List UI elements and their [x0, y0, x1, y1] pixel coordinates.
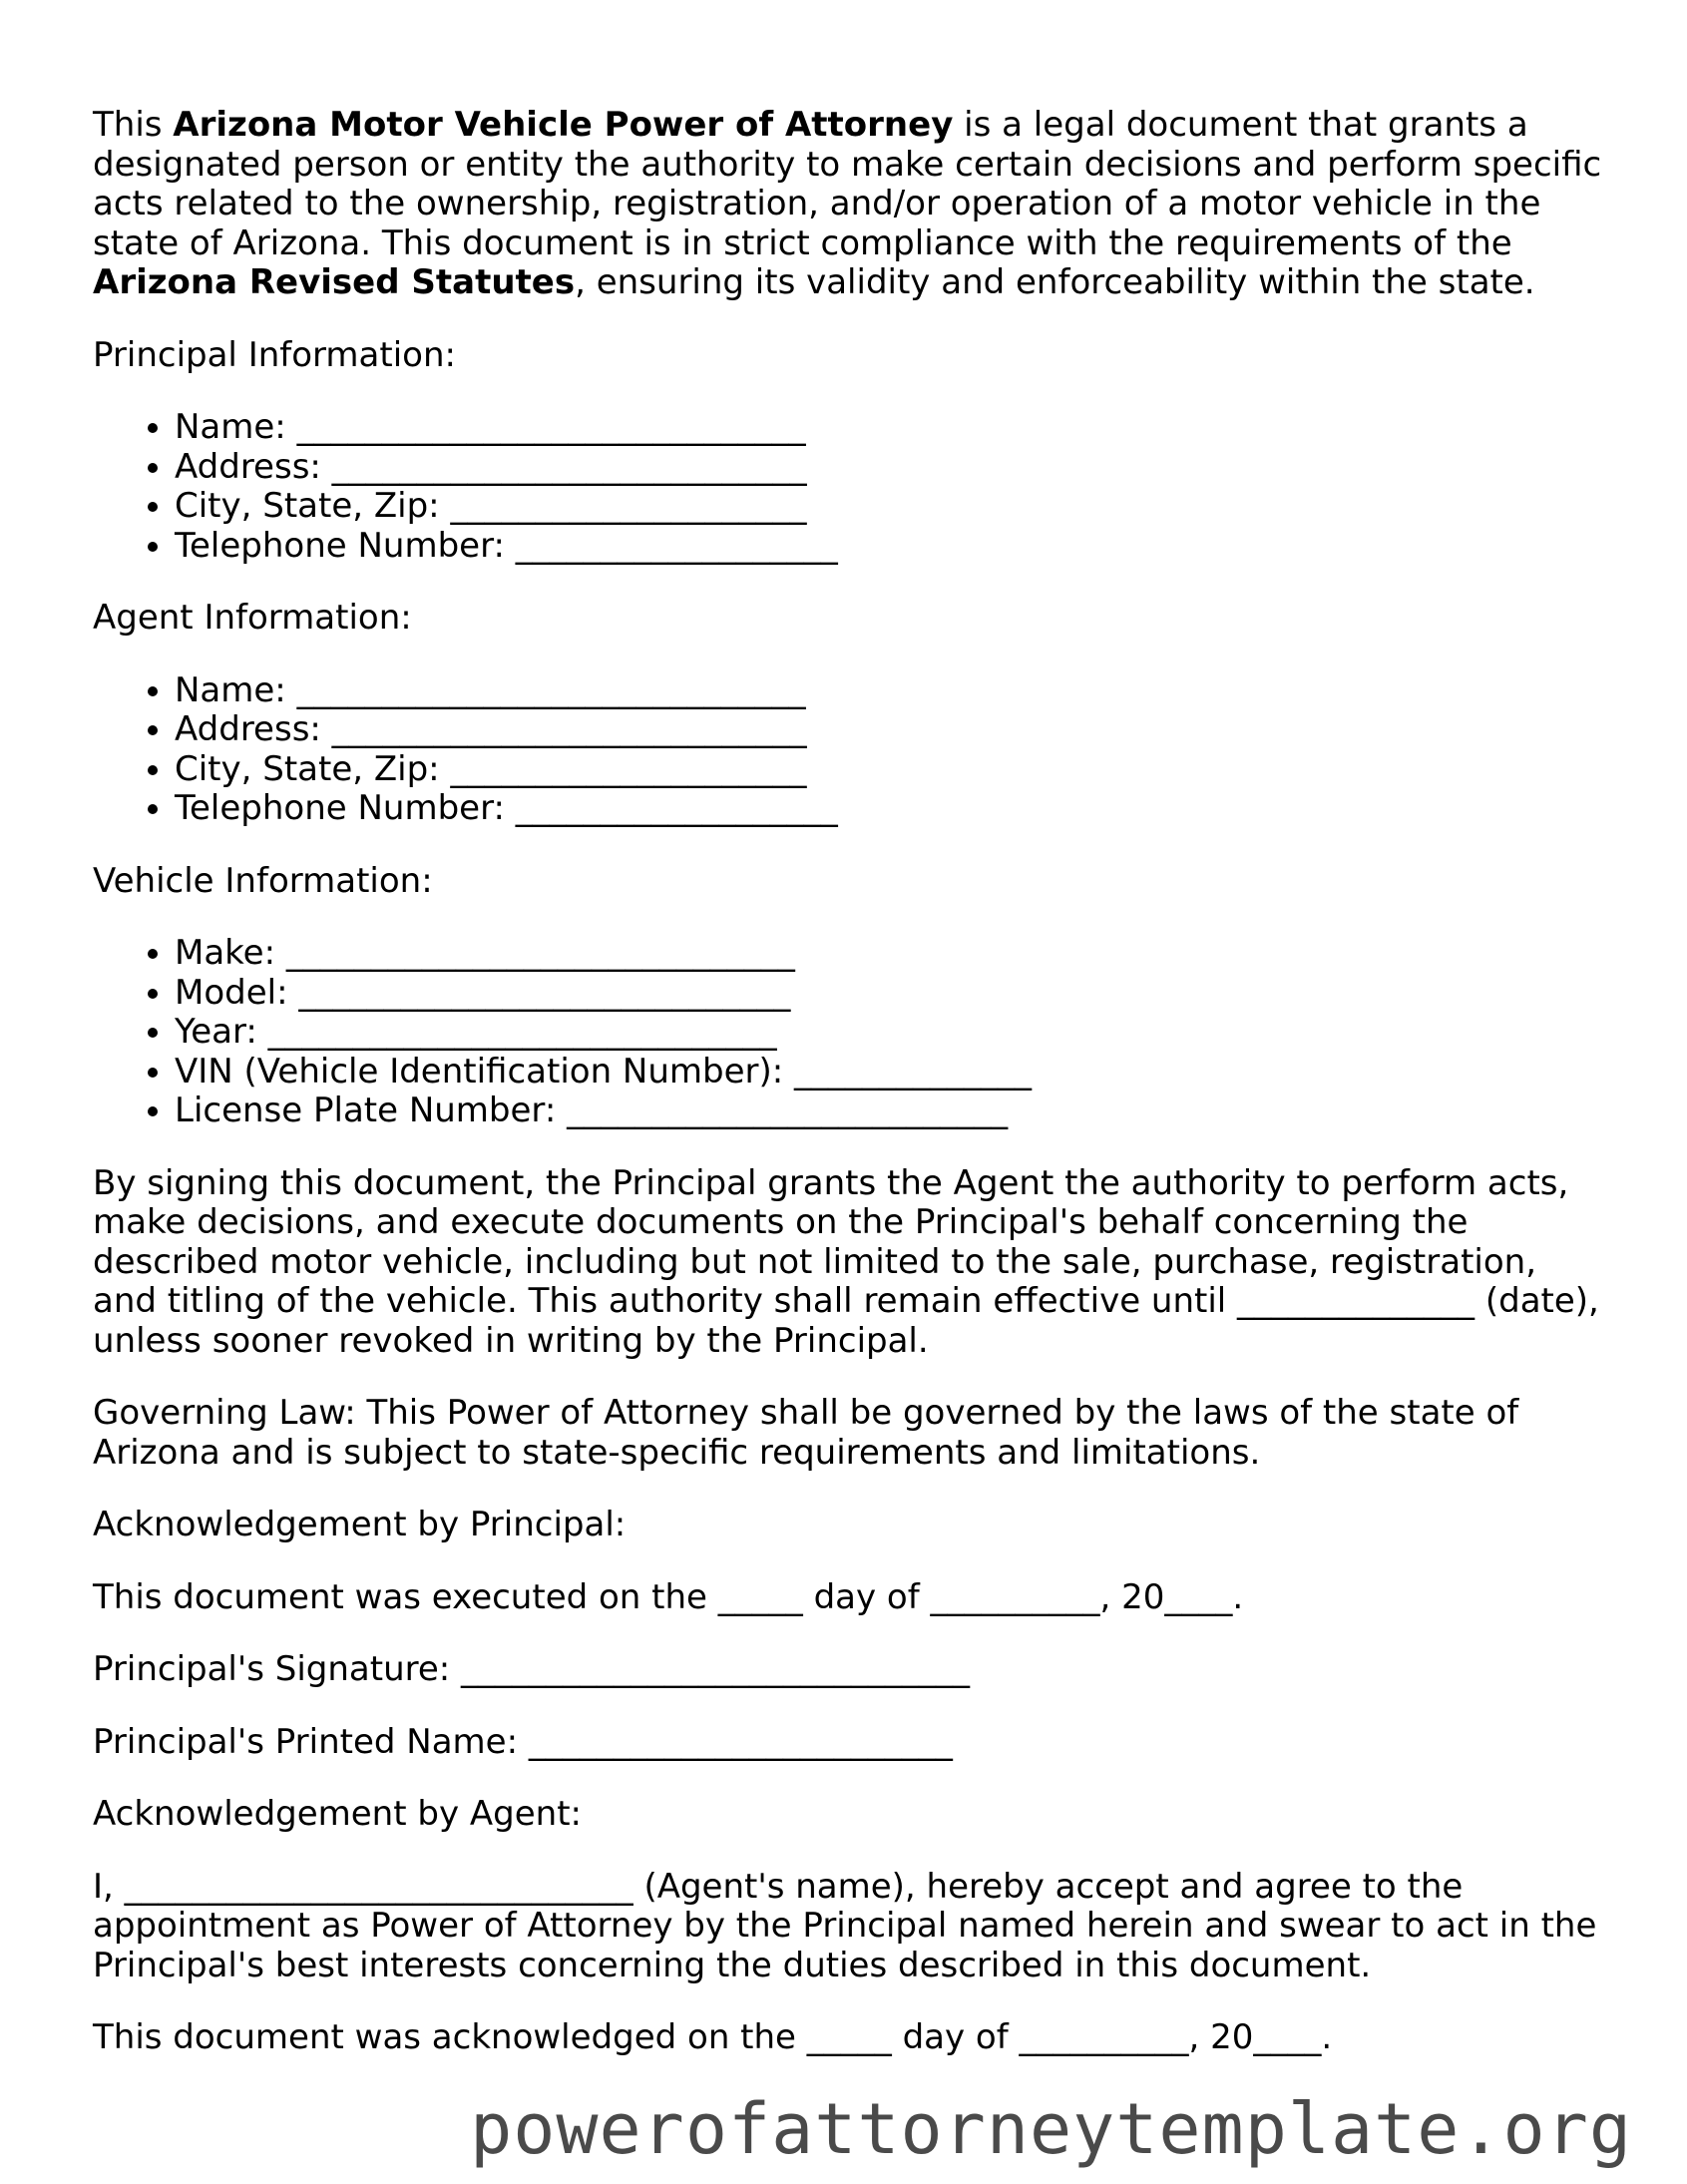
site-watermark: powerofattorneytemplate.org	[470, 2088, 1632, 2170]
document-body	[93, 106, 1609, 2091]
vehicle-year-field: • Year: ______________________________	[175, 1013, 1609, 1053]
agent-ack-heading: Acknowledgement by Agent:	[93, 1794, 582, 1834]
vehicle-license-plate-field: • License Plate Number: __________________________	[175, 1092, 1609, 1131]
agent-address-field: • Address: ____________________________	[175, 710, 1609, 750]
principal-telephone-field: • Telephone Number: ___________________	[175, 527, 1609, 567]
agent-acknowledgement-date-line: This document was acknowledged on the _____ day of __________, 20____.	[93, 2017, 1333, 2057]
agent-info-heading: Agent Information:	[93, 598, 412, 638]
intro-text-1: This	[93, 105, 174, 145]
authority-paragraph: By signing this document, the Principal grants the Agent the authority to perform acts, make decisions, and execute documents on the Principal's behalf concerning the described motor vehicle, including but not limited to the sale, purchase, registration, and titling of the vehicle. This authority shall remain effective until ______________ (date), unless sooner revoked in writing by the Principal.	[93, 1162, 1599, 1361]
vehicle-info-heading: Vehicle Information:	[93, 860, 433, 901]
intro-paragraph	[93, 106, 1609, 303]
intro-text-2: is a legal document that grants a designated person or entity the authority to make certain decisions and perform specific acts related to the ownership, registration, and/or operation of a motor vehicle in the state of Arizona. This document is in strict compliance with the requirements of the	[93, 105, 1602, 263]
statute-name-bold: Arizona Revised Statutes	[93, 262, 576, 302]
vehicle-vin-field: • VIN (Vehicle Identification Number): ______________	[175, 1053, 1609, 1092]
principal-address-field: • Address: ____________________________	[175, 448, 1609, 488]
principal-ack-heading: Acknowledgement by Principal:	[93, 1505, 627, 1544]
agent-info-list	[93, 671, 1609, 829]
intro-text-3: , ensuring its validity and enforceability within the state.	[575, 262, 1535, 302]
principal-city-state-zip-field: • City, State, Zip: _____________________	[175, 487, 1609, 527]
agent-name-field: • Name: ______________________________	[175, 671, 1609, 711]
document-title-bold: Arizona Motor Vehicle Power of Attorney	[173, 105, 954, 145]
governing-law-paragraph: Governing Law: This Power of Attorney shall be governed by the laws of the state of Arizona and is subject to state-specific requirements and limitations.	[93, 1393, 1519, 1473]
principal-signature-line: Principal's Signature: ______________________________	[93, 1649, 971, 1689]
agent-city-state-zip-field: • City, State, Zip: _____________________	[175, 750, 1609, 790]
vehicle-make-field: • Make: ______________________________	[175, 934, 1609, 974]
principal-printed-name-line: Principal's Printed Name: _________________________	[93, 1721, 953, 1762]
vehicle-model-field: • Model: _____________________________	[175, 974, 1609, 1014]
principal-info-heading: Principal Information:	[93, 334, 456, 375]
agent-telephone-field: • Telephone Number: ___________________	[175, 789, 1609, 829]
vehicle-info-list	[93, 934, 1609, 1131]
principal-info-list	[93, 408, 1609, 566]
principal-execution-date-line: This document was executed on the _____ day of __________, 20____.	[93, 1576, 1244, 1617]
principal-name-field: • Name: ______________________________	[175, 408, 1609, 448]
agent-acceptance-statement: I, ______________________________ (Agent's name), hereby accept and agree to the appointment as Power of Attorney by the Principal named herein and swear to act in the Principal's best interests concerning the duties described in this document.	[93, 1866, 1597, 1985]
